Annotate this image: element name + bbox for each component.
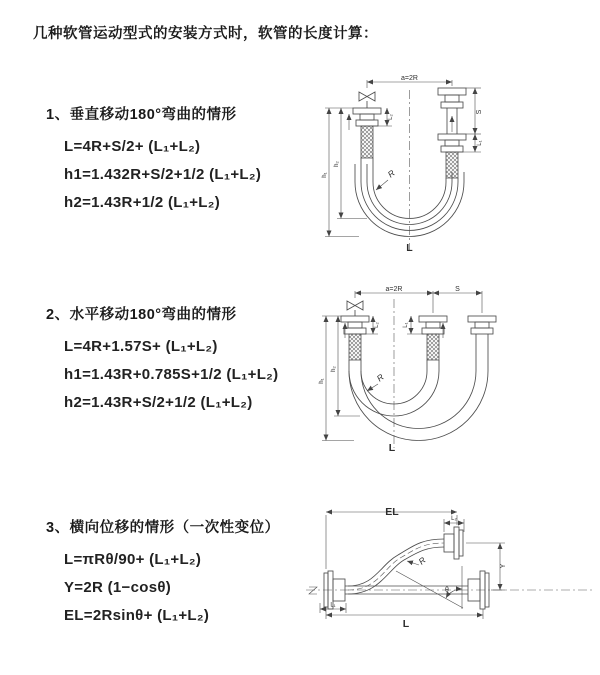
dim-label-s: S — [455, 286, 460, 293]
left-flange — [353, 108, 381, 126]
length-label: L — [388, 442, 396, 454]
dimension-y — [466, 543, 507, 590]
dim-label-h2: h₂ — [334, 161, 340, 167]
dim-label-s: S — [476, 109, 483, 115]
dimension-l1 — [403, 316, 424, 334]
right-flange-lower — [438, 134, 466, 152]
dimension-l1 — [458, 134, 483, 152]
radius-label: R — [416, 554, 428, 567]
formula-y: Y=2R (1−cosθ) — [64, 579, 172, 596]
upper-flange-displaced — [444, 527, 463, 559]
right-flange-top — [438, 88, 466, 108]
right-flange-displaced — [468, 316, 496, 334]
section-1-heading: 1、垂直移动180°弯曲的情形 — [46, 107, 237, 123]
page-title: 几种软管运动型式的安装方式时，软管的长度计算： — [33, 26, 378, 42]
dim-label-l1: L₁ — [403, 322, 409, 328]
dimension-a2r — [367, 75, 452, 88]
dim-label-l1: L₁ — [477, 140, 483, 146]
dimension-l2 — [361, 316, 380, 334]
centerline-symbol — [309, 587, 317, 594]
diagram-horizontal-180-bend — [312, 283, 564, 455]
dim-label-y: Y — [500, 563, 507, 569]
dimension-h1 — [322, 108, 359, 237]
formula-h2: h2=1.43R+S/2+1/2 (L₁+L₂) — [64, 394, 253, 411]
section-2-heading: 2、水平移动180°弯曲的情形 — [46, 307, 237, 323]
dim-label-l2: L₂ — [374, 322, 380, 328]
formula-el: EL=2Rsinθ+ (L₁+L₂) — [64, 607, 210, 624]
dim-label-l: L — [402, 618, 410, 630]
angle-label: θ — [445, 587, 449, 594]
formula-h2: h2=1.43R+1/2 (L₁+L₂) — [64, 194, 221, 211]
radius-callout — [367, 372, 386, 391]
diagram-lateral-displacement — [300, 503, 598, 663]
radius-label: R — [385, 167, 397, 180]
dimension-l2 — [373, 108, 394, 126]
dimension-s — [433, 286, 482, 313]
dim-label-l2: L₂ — [451, 516, 457, 522]
dim-label-h1: h₁ — [322, 172, 328, 178]
valve-icon — [347, 301, 363, 316]
angle-theta — [396, 566, 463, 609]
hose-u-bend-displaced — [349, 334, 488, 441]
dim-label-h2: h₂ — [331, 366, 337, 372]
dim-label-a2r: a=2R — [385, 286, 403, 293]
dim-label-el: EL — [385, 506, 399, 518]
section-vertical-movement — [46, 103, 261, 217]
dim-label-a2r: a=2R — [401, 75, 418, 82]
braided-hose-left — [361, 126, 373, 158]
diagram-vertical-180-bend — [315, 72, 560, 257]
section-horizontal-movement — [46, 303, 278, 417]
valve-icon — [359, 92, 375, 108]
formula-length: L=πRθ/90+ (L₁+L₂) — [64, 551, 202, 568]
dimension-s — [466, 88, 483, 134]
radius-label: R — [374, 371, 386, 384]
braided-hose-middle — [427, 334, 439, 360]
dim-label-l1: L₁ — [330, 602, 336, 609]
formula-length: L=4R+1.57S+ (L₁+L₂) — [64, 338, 218, 355]
section-lateral-displacement — [46, 516, 280, 630]
dim-label-h1: h₁ — [319, 378, 325, 384]
dim-label-l2: L₂ — [388, 114, 394, 120]
formula-length: L=4R+S/2+ (L₁+L₂) — [64, 138, 201, 155]
dimension-l — [326, 607, 483, 630]
section-3-heading: 3、横向位移的情形（一次性变位） — [46, 520, 280, 536]
formula-h1: h1=1.432R+S/2+1/2 (L₁+L₂) — [64, 166, 262, 183]
radius-callout — [376, 168, 397, 190]
braided-hose-left — [349, 334, 361, 360]
length-label: L — [406, 242, 413, 254]
formula-h1: h1=1.43R+0.785S+1/2 (L₁+L₂) — [64, 366, 279, 383]
dimension-h2 — [334, 108, 367, 219]
